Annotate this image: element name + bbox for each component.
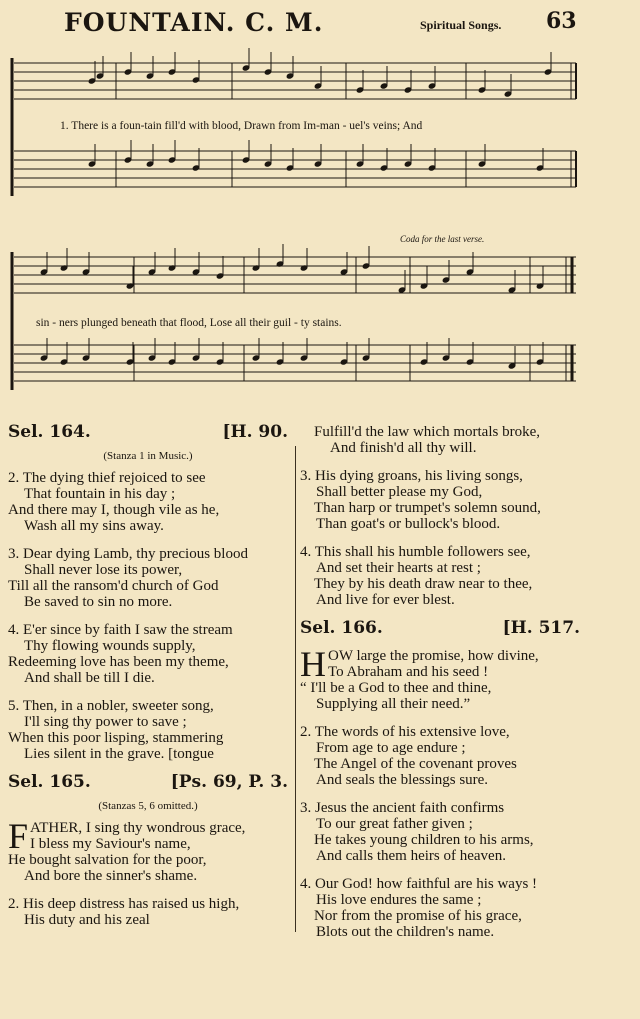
sel-164-number: Sel. 164. (8, 422, 91, 442)
stanza (8, 698, 288, 762)
hymn-title: FOUNTAIN. C. M. (64, 8, 324, 37)
sel-164-note: (Stanza 1 in Music.) (103, 450, 193, 462)
sel-165-heading (8, 774, 288, 796)
verse-line: Than harp or trumpet's solemn sound, (314, 500, 541, 516)
verse-line: ATHER, I sing thy wondrous grace, (30, 820, 246, 836)
sel-165-number: Sel. 165. (8, 772, 91, 792)
verse-line: Be saved to sin no more. (24, 594, 173, 610)
sel-165-note: (Stanzas 5, 6 omitted.) (98, 800, 198, 812)
lyric-line-2: sin - ners plunged beneath that flood, Lose all their guil - ty stains. (36, 317, 342, 329)
verse-line: 2. The dying thief rejoiced to see (8, 470, 206, 486)
stanza (8, 896, 288, 928)
verse-line: 3. Dear dying Lamb, thy precious blood (8, 546, 248, 562)
verse-line: 2. His deep distress has raised us high, (8, 896, 240, 912)
verse-line: Wash all my sins away. (24, 518, 164, 534)
verse-line: 4. Our God! how faithful are his ways ! (300, 876, 538, 892)
verse-line: And bore the sinner's shame. (24, 868, 198, 884)
stanza (300, 424, 580, 456)
stanza (300, 876, 580, 940)
stanza (8, 622, 288, 686)
sel-166-heading (300, 620, 580, 642)
verse-line: And calls them heirs of heaven. (316, 848, 506, 864)
verse-line: He takes young children to his arms, (314, 832, 534, 848)
verse-line: 5. Then, in a nobler, sweeter song, (8, 698, 214, 714)
verse-line: To our great father given ; (316, 816, 473, 832)
music-score (0, 0, 640, 400)
sel-164-ref: [H. 90. (222, 422, 288, 442)
verse-line: And finish'd all thy will. (330, 440, 477, 456)
verse-line: Redeeming love has been my theme, (8, 654, 229, 670)
coda-label: Coda for the last verse. (400, 234, 485, 244)
stanza (300, 544, 580, 608)
sel-166-number: Sel. 166. (300, 618, 383, 638)
running-header: Spiritual Songs. (420, 18, 502, 32)
verse-line: Blots out the children's name. (316, 924, 495, 940)
verse-line: And shall be till I die. (24, 670, 155, 686)
verse-line: Lies silent in the grave. [tongue (24, 746, 214, 762)
stanza (300, 724, 580, 788)
verse-line: I'll sing thy power to save ; (24, 714, 187, 730)
verse-line: Fulfill'd the law which mortals broke, (314, 424, 540, 440)
right-column (300, 424, 580, 952)
verse-line: 3. His dying groans, his living songs, (300, 468, 523, 484)
verse-line: Till all the ransom'd church of God (8, 578, 219, 594)
verse-line: His duty and his zeal (24, 912, 150, 928)
verse-line: Shall better please my God, (316, 484, 483, 500)
verse-line: He bought salvation for the poor, (8, 852, 207, 868)
sel-164-heading (8, 424, 288, 446)
stanza (300, 468, 580, 532)
verse-line: When this poor lisping, stammering (8, 730, 224, 746)
verse-line: “ I'll be a God to thee and thine, (300, 680, 492, 696)
verse-line: The Angel of the covenant proves (314, 756, 517, 772)
stanza (8, 816, 288, 884)
column-divider (295, 446, 296, 932)
verse-line: 4. E'er since by faith I saw the stream (8, 622, 233, 638)
verse-line: Thy flowing wounds supply, (24, 638, 196, 654)
drop-cap: H (300, 644, 326, 684)
drop-cap: F (8, 816, 29, 856)
verse-line: 2. The words of his extensive love, (300, 724, 510, 740)
verse-line: And there may I, though vile as he, (8, 502, 220, 518)
stanza (8, 546, 288, 610)
sel-166-ref: [H. 517. (502, 618, 580, 638)
stanza (300, 644, 580, 712)
verse-line: From age to age endure ; (316, 740, 466, 756)
verse-line: OW large the promise, how divine, (328, 648, 539, 664)
verse-line: They by his death draw near to thee, (314, 576, 533, 592)
verse-line: I bless my Saviour's name, (30, 836, 191, 852)
verse-line: To Abraham and his seed ! (328, 664, 489, 680)
verse-line: And seals the blessings sure. (316, 772, 489, 788)
sel-165-ref: [Ps. 69, P. 3. (170, 772, 288, 792)
verse-line: His love endures the same ; (316, 892, 482, 908)
verse-line: And live for ever blest. (316, 592, 455, 608)
verse-line: 3. Jesus the ancient faith confirms (300, 800, 505, 816)
verse-line: Than goat's or bullock's blood. (316, 516, 501, 532)
verse-line: Shall never lose its power, (24, 562, 183, 578)
page-number: 63 (546, 8, 577, 34)
verse-line: Nor from the promise of his grace, (314, 908, 522, 924)
verse-line: 4. This shall his humble followers see, (300, 544, 531, 560)
verse-line: And set their hearts at rest ; (316, 560, 481, 576)
left-column (8, 424, 288, 940)
stanza (300, 800, 580, 864)
verse-line: Supplying all their need.” (316, 696, 471, 712)
stanza (8, 470, 288, 534)
lyric-line-1: 1. There is a foun-tain fill'd with blood, Drawn from Im-man - uel's veins; And (60, 120, 423, 132)
verse-line: That fountain in his day ; (24, 486, 176, 502)
